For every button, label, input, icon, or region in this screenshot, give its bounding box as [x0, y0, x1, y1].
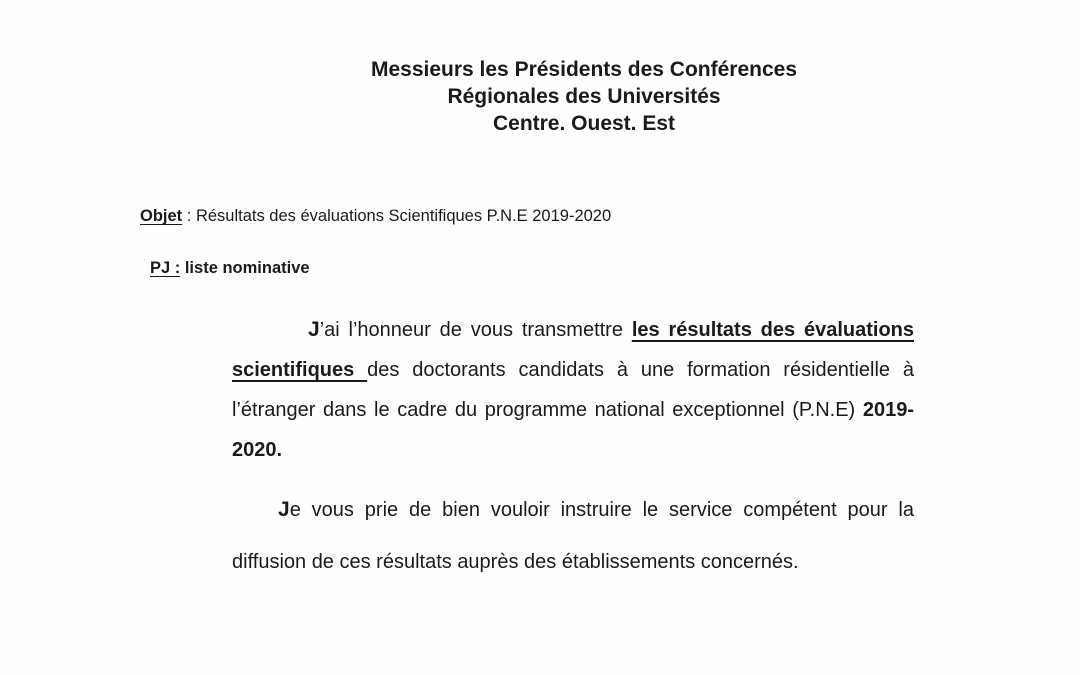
- recipient-line-2: Régionales des Universités: [447, 85, 721, 108]
- paragraph-2-text: e vous prie de bien vouloir instruire le service compétent pour la diffusion de ces résultats auprès des établissements concernés.: [232, 499, 914, 573]
- recipient-block: [0, 56, 1080, 137]
- paragraph-2-initial: J: [278, 498, 290, 521]
- recipient-line-3: Centre. Ouest. Est: [492, 112, 676, 135]
- paragraph-1-emphasis: les résultats des évaluations scientifiques: [232, 319, 914, 381]
- pj-line: [150, 259, 310, 278]
- recipient-line-1: Messieurs les Présidents des Conférences: [370, 58, 798, 81]
- objet-separator: :: [182, 207, 196, 225]
- objet-label: Objet: [140, 207, 183, 225]
- paragraph-1-initial: J: [308, 318, 320, 341]
- paragraph-1-years: 2019-2020.: [232, 399, 914, 461]
- paragraph-1-text-after: des doctorants candidats à une formation résidentielle à l’étranger dans le cadre du programme national exceptionnel (P.N.E): [232, 359, 915, 421]
- pj-text: liste nominative: [180, 259, 310, 277]
- paragraph-2: [232, 484, 914, 588]
- paragraph-1-text-before: ’ai l’honneur de vous transmettre: [319, 319, 632, 341]
- pj-label: PJ :: [150, 259, 181, 277]
- paragraph-1: [232, 310, 914, 470]
- objet-line: [140, 207, 611, 226]
- objet-text: Résultats des évaluations Scientifiques P.N.E 2019-2020: [195, 207, 612, 225]
